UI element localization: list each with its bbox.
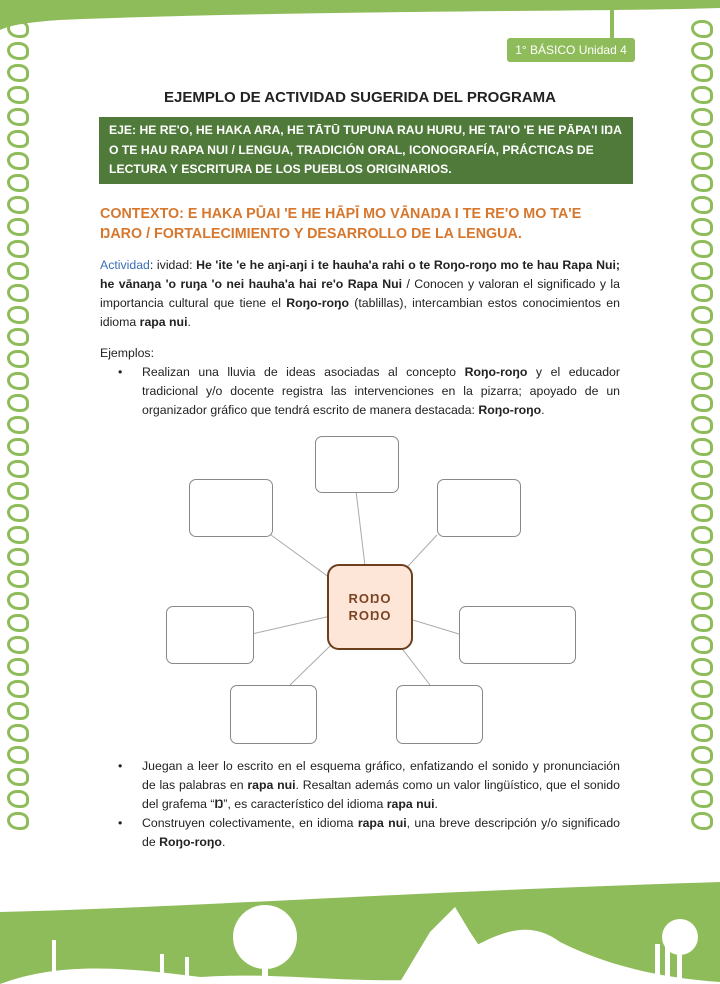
actividad-paragraph [100,256,620,332]
ejemplos-label: Ejemplos: [100,345,154,360]
page-title: EJEMPLO DE ACTIVIDAD SUGERIDA DEL PROGRAMA [164,89,556,106]
text: . Resaltan además como un valor lingüístico, que el sonido del grafema “ [142,777,620,811]
text-bold: rapa nui [386,796,435,811]
diagram-empty-box [396,685,483,744]
grade-unit-badge: 1° BÁSICO Unidad 4 [507,38,635,62]
text: , una breve descripción y/o significado de [142,815,620,849]
text: : ividad: [149,257,197,272]
text: . [187,314,191,329]
diagram-center-node [327,564,413,650]
text: . [541,402,545,417]
graphic-organizer [0,432,720,757]
text-bold: He 'ite 'e he aŋi-aŋi i te hauha'a rahi o te Roŋo-roŋo mo te hau Rapa Nui; he vānaŋa 'o ruŋa 'o nei hauha'a hai re'o Rapa Nui [100,257,620,291]
diagram-empty-box [189,479,273,537]
text-bold: Roŋo-roŋo [478,402,542,417]
actividad-label: Actividad [100,257,150,272]
diagram-empty-box [315,436,399,493]
bullet-item [118,757,620,814]
center-label: ROŊO [348,607,392,623]
diagram-empty-box [459,606,576,664]
text: (tablillas), intercambian estos conocimientos en idioma [100,295,620,329]
text-bold: Roŋo-roŋo [286,295,350,310]
center-label: ROŊO [348,590,392,606]
bullet-item [118,363,620,420]
text: y el educador tradicional y/o docente registra las intervenciones en la pizarra; apoyado de un organizador gráfico que tendrá escrito de manera destacada: [142,364,620,417]
text: Construyen colectivamente, en idioma [142,815,358,830]
text-bold: Roŋo-roŋo [159,834,222,849]
text: . [434,796,438,811]
bullet-item [118,814,620,852]
text: Juegan a leer lo escrito en el esquema gráfico, enfatizando el sonido y pronunciación de las palabras en [142,758,620,792]
text: . [221,834,226,849]
text: Realizan una lluvia de ideas asociadas al concepto [142,364,465,379]
eje-banner: EJE: HE RE'O, HE HAKA ARA, HE TĀTŪ TUPUNA RAU HURU, HE TAI'O 'E HE PĀPA'I IŊA O TE HAU RAPA NUI / LENGUA, TRADICIÓN ORAL, ICONOGRAFÍA, PRÁCTICAS DE LECTURA Y ESCRITURA DE LOS PUEBLOS ORIGINARIOS. [99,117,633,184]
diagram-empty-box [166,606,254,664]
text: / Conocen y valoran el significado y la importancia cultural que tiene el [100,276,620,310]
text: ”, es característico del idioma [223,796,387,811]
diagram-empty-box [230,685,317,744]
contexto-heading: CONTEXTO: E HAKA PŪAI 'E HE HĀPĪ MO VĀNAŊA I TE RE'O MO TA'E ŊARO / FORTALECIMIENTO Y DESARROLLO DE LA LENGUA. [100,205,582,242]
footer-landscape-illustration [0,882,720,984]
text-bold: rapa nui [139,314,188,329]
text-bold: rapa nui [247,777,296,792]
text-bold: Ŋ [214,796,224,811]
text-bold: Roŋo-roŋo [464,364,528,379]
diagram-empty-box [437,479,521,537]
text-bold: rapa nui [357,815,407,830]
